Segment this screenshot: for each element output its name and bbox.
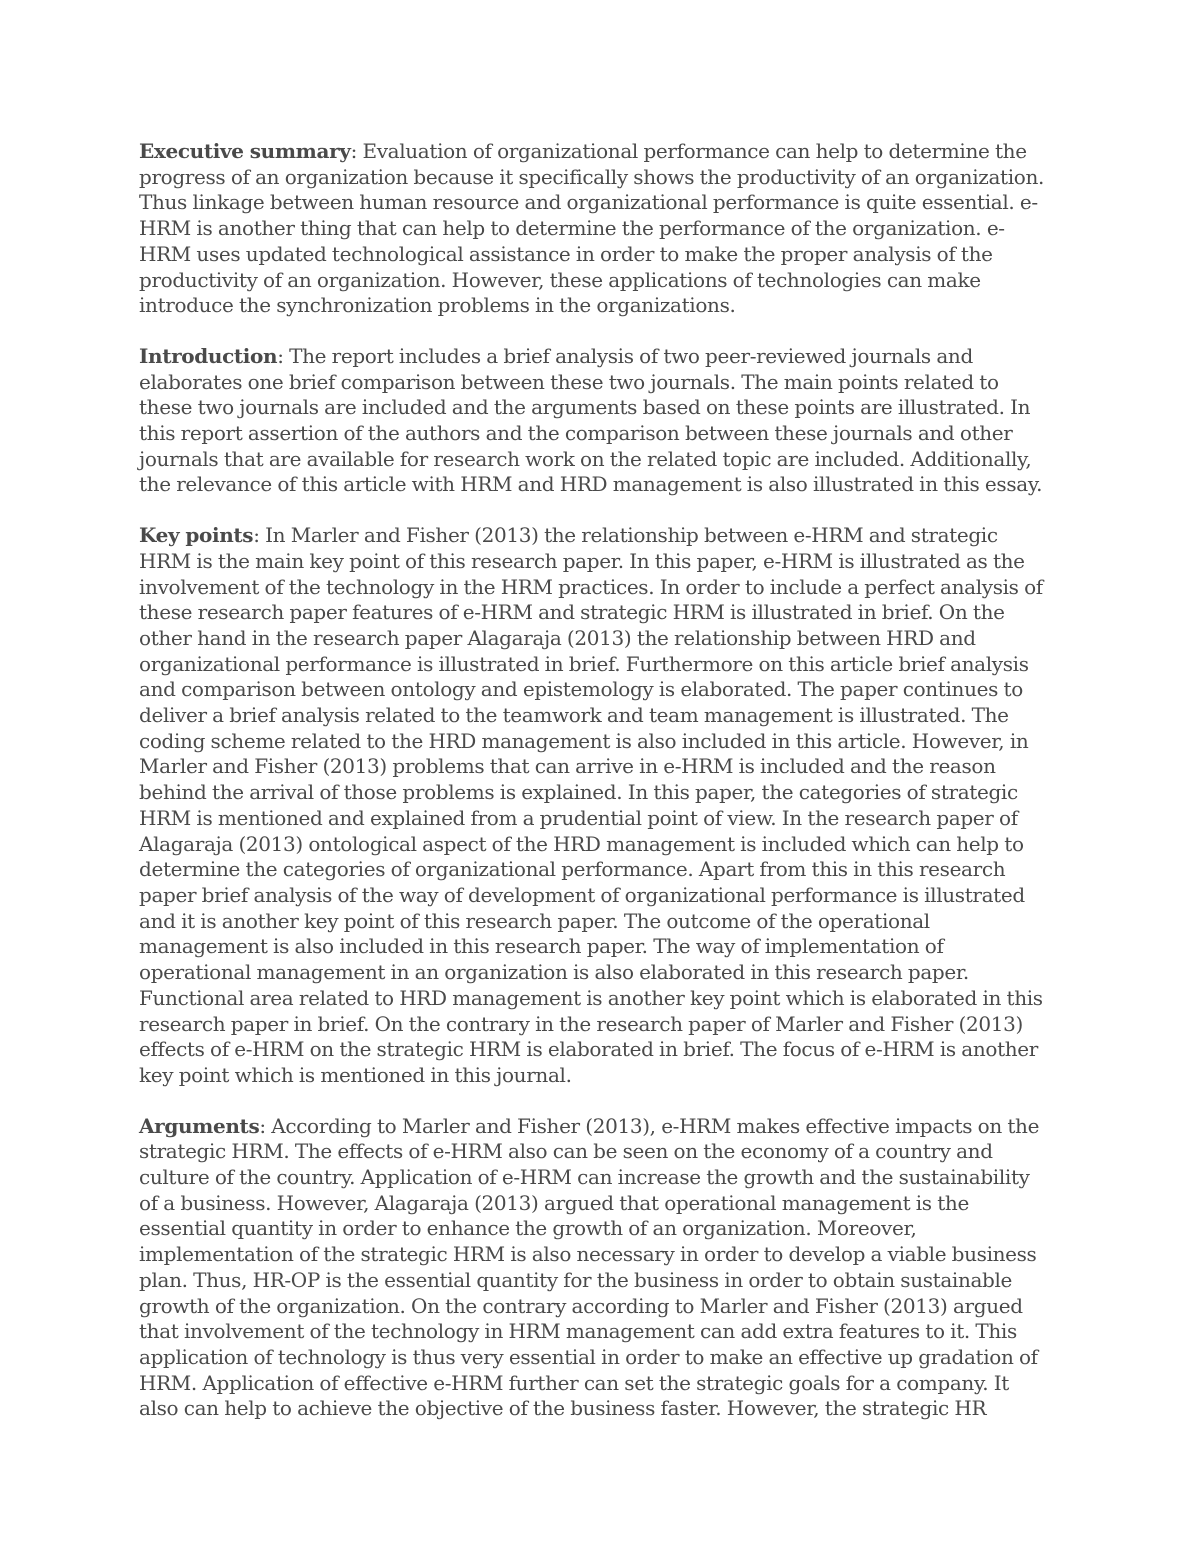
text-line: HRM. Application of effective e-HRM further can set the strategic goals for a company. It [139,1370,1009,1395]
section-heading: Key points [139,523,254,548]
text-line: management is also included in this research paper. The way of implementation of [139,934,944,959]
text-line: growth of the organization. On the contrary according to Marler and Fisher (2013) argued [139,1293,1023,1318]
text-line: application of technology is thus very essential in order to make an effective up gradation of [139,1344,1038,1369]
text-line: effects of e-HRM on the strategic HRM is elaborated in brief. The focus of e-HRM is another [139,1037,1038,1062]
text-line: organizational performance is illustrated in brief. Furthermore on this article brief analysis [139,651,1029,676]
text-line [139,1114,1064,1140]
paragraph-arguments [139,1114,1064,1422]
text-line: HRM is another thing that can help to determine the performance of the organization. e- [139,216,1005,241]
text-line: key point which is mentioned in this journal. [139,1062,572,1087]
paragraph-key-points [139,523,1064,1088]
text-line: HRM is the main key point of this research paper. In this paper, e-HRM is illustrated as the [139,548,1025,573]
text-line: progress of an organization because it specifically shows the productivity of an organization. [139,164,1044,189]
text-line: these two journals are included and the arguments based on these points are illustrated. In [139,395,1031,420]
text-line: involvement of the technology in the HRM practices. In order to include a perfect analysis of [139,574,1043,599]
text-line: also can help to achieve the objective of the business faster. However, the strategic HR [139,1396,987,1421]
section-heading: Introduction [139,343,278,368]
text-line [139,139,1064,165]
section-heading: Executive summary [139,139,351,163]
text-line-rest: : Evaluation of organizational performance can help to determine the [350,139,1027,163]
text-line: that involvement of the technology in HRM management can add extra features to it. This [139,1319,1017,1344]
text-line: research paper in brief. On the contrary in the research paper of Marler and Fisher (2013) [139,1011,1023,1036]
text-line: strategic HRM. The effects of e-HRM also can be seen on the economy of a country and [139,1139,993,1164]
text-line: behind the arrival of those problems is explained. In this paper, the categories of strategic [139,780,1018,805]
text-line: operational management in an organization is also elaborated in this research paper. [139,960,969,985]
text-line [139,523,1064,549]
text-line-rest: : In Marler and Fisher (2013) the relationship between e-HRM and strategic [253,523,998,548]
text-line: productivity of an organization. However, these applications of technologies can make [139,267,981,292]
text-line: HRM is mentioned and explained from a prudential point of view. In the research paper of [139,805,1018,830]
text-line: these research paper features of e-HRM and strategic HRM is illustrated in brief. On the [139,600,1005,625]
paragraph-executive-summary [139,139,1064,319]
text-line: determine the categories of organizational performance. Apart from this in this research [139,857,1006,882]
text-line: and comparison between ontology and epistemology is elaborated. The paper continues to [139,677,1023,702]
text-line: Thus linkage between human resource and organizational performance is quite essential. e- [139,190,1038,215]
text-line: HRM uses updated technological assistance in order to make the proper analysis of the [139,241,993,266]
text-line: this report assertion of the authors and the comparison between these journals and other [139,421,1013,446]
text-line: Marler and Fisher (2013) problems that can arrive in e-HRM is included and the reason [139,754,996,779]
text-line: elaborates one brief comparison between these two journals. The main points related to [139,369,999,394]
text-line [139,344,1064,370]
text-line: other hand in the research paper Alagaraja (2013) the relationship between HRD and [139,625,976,650]
text-line: culture of the country. Application of e-HRM can increase the growth and the sustainability [139,1165,1030,1190]
text-line: and it is another key point of this research paper. The outcome of the operational [139,908,930,933]
text-line: Functional area related to HRD management is another key point which is elaborated in this [139,985,1043,1010]
document-page [139,139,1064,1422]
section-heading: Arguments [139,1113,260,1138]
paragraph-introduction [139,344,1064,498]
text-line: implementation of the strategic HRM is also necessary in order to develop a viable business [139,1242,1037,1267]
text-line: deliver a brief analysis related to the teamwork and team management is illustrated. The [139,703,1009,728]
text-line: Alagaraja (2013) ontological aspect of the HRD management is included which can help to [139,831,1024,856]
text-line: essential quantity in order to enhance the growth of an organization. Moreover, [139,1216,917,1241]
text-line: of a business. However, Alagaraja (2013) argued that operational management is the [139,1190,969,1215]
text-line-rest: : According to Marler and Fisher (2013), e-HRM makes effective impacts on the [259,1113,1040,1138]
text-line: coding scheme related to the HRD management is also included in this article. However, in [139,728,1029,753]
text-line-rest: : The report includes a brief analysis of two peer-reviewed journals and [277,343,973,368]
text-line: plan. Thus, HR-OP is the essential quantity for the business in order to obtain sustainable [139,1267,1013,1292]
text-line: journals that are available for research work on the related topic are included. Additionally, [139,446,1032,471]
text-line: the relevance of this article with HRM and HRD management is also illustrated in this essay. [139,472,1043,497]
text-line: paper brief analysis of the way of development of organizational performance is illustrated [139,882,1025,907]
text-line: introduce the synchronization problems in the organizations. [139,293,736,318]
